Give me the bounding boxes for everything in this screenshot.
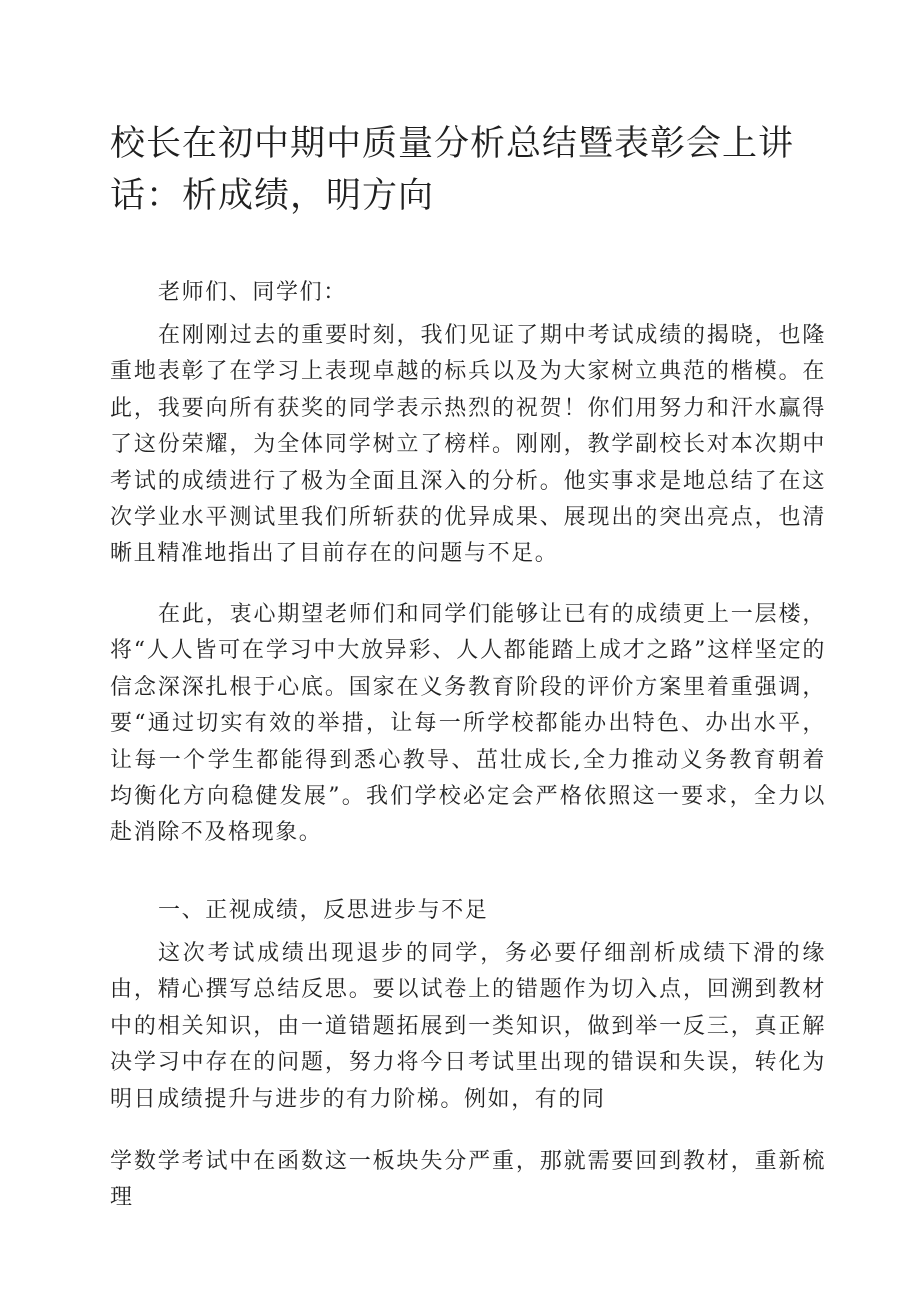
document-title: 校长在初中期中质量分析总结暨表彰会上讲话：析成绩，明方向 [110,124,795,216]
section-paragraph-1: 这次考试成绩出现退步的同学，务必要仔细剖析成绩下滑的缘由，精心撰写总结反思。要以试卷上的错题作为切入点，回溯到教材中的相关知识，由一道错题拓展到一类知识，做到举一反三，真正解决学习中存在的问题，努力将今日考试里出现的错误和失误，转化为明日成绩提升与进步的有力阶梯。例如，有的同 [110,941,826,1112]
paragraph-2: 在此，衷心期望老师们和同学们能够让已有的成绩更上一层楼，将“人人皆可在学习中大放异彩、人人都能踏上成才之路”这样坚定的信念深深扎根于心底。国家在义务教育阶段的评价方案里着重强调，要“通过切实有效的举措，让每一所学校都能办出特色、办出水平，让每一个学生都能得到悉心教导、茁壮成长,全力推动义务教育朝着均衡化方向稳健发展”。我们学校必定会严格依照这一要求，全力以赴消除不及格现象。 [110,602,826,846]
salutation: 老师们、同学们： [158,280,347,305]
paragraph-1: 在刚刚过去的重要时刻，我们见证了期中考试成绩的揭晓，也隆重地表彰了在学习上表现卓越的标兵以及为大家树立典范的楷模。在此，我要向所有获奖的同学表示热烈的祝贺！你们用努力和汗水赢得了这份荣耀，为全体同学树立了榜样。刚刚，教学副校长对本次期中考试的成绩进行了极为全面且深入的分析。他实事求是地总结了在这次学业水平测试里我们所斩获的优异成果、展现出的突出亮点，也清晰且精准地指出了目前存在的问题与不足。 [110,323,826,567]
section-heading: 一、正视成绩，反思进步与不足 [158,898,489,923]
section-paragraph-2: 学数学考试中在函数这一板块失分严重，那就需要回到教材，重新梳理 [110,1149,826,1211]
